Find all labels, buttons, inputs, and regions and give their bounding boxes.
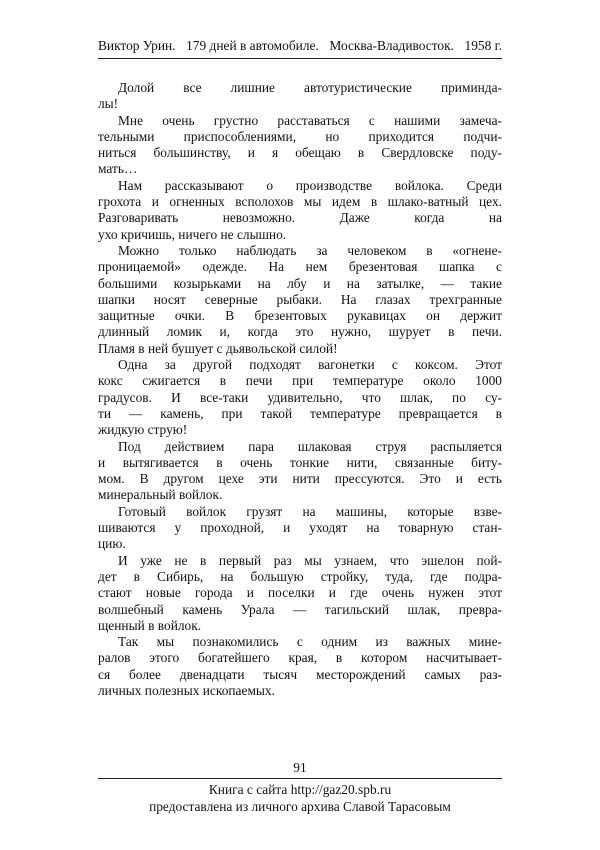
text-line: Готовый войлок грузят на машины, которые взве- (118, 503, 502, 519)
text-line: цию. (98, 536, 126, 552)
text-line: ралов этого богатейшего края, в котором насчитывает- (98, 650, 502, 666)
text-line: мать… (98, 161, 138, 177)
text-line: защитные очки. В брезентовых рукавицах он держит (98, 308, 502, 324)
text-line: тельными приспособлениями, но приходится подчи- (98, 128, 502, 144)
text-line: градусов. И все-таки удивительно, что шлак, по су- (98, 389, 502, 405)
text-line: щенный в войлок. (98, 617, 202, 633)
paragraph (98, 113, 502, 178)
text-line: шиваются у проходной, и уходят на товарную стан- (98, 520, 502, 536)
text-line: жидкую струю! (98, 422, 188, 438)
text-line: И уже не в первый раз мы узнаем, что эшелон пой- (118, 552, 502, 568)
paragraph (98, 178, 502, 243)
running-header (98, 38, 502, 54)
text-line: шапки носят северные рыбаки. На глазах трехгранные (98, 291, 502, 307)
header-route: Москва-Владивосток. (329, 38, 454, 53)
text-line: Мне очень грустно расставаться с нашими замеча- (118, 112, 502, 128)
paragraph (98, 553, 502, 634)
text-line: Можно только наблюдать за человеком в «огнене- (118, 242, 502, 258)
text-line: ти — камень, при такой температуре превращается в (98, 405, 502, 421)
text-line: дет в Сибирь, на большую стройку, туда, где подра- (98, 568, 502, 584)
paragraph (98, 243, 502, 357)
text-line: большими козырьками на лбу и на затылке, — такие (98, 275, 502, 291)
paragraph (98, 80, 502, 113)
text-line: минеральный войлок. (98, 487, 223, 503)
text-line: длинный ломик и, когда это нужно, шурует в печи. (98, 324, 502, 340)
text-line: кокс сжигается в печи при температуре около 1000 (98, 373, 502, 389)
body-text (98, 80, 502, 699)
footer-divider (98, 778, 502, 779)
paragraph (98, 439, 502, 504)
text-line: Одна за другой подходят вагонетки с коксом. Этот (118, 357, 502, 373)
paragraph (98, 504, 502, 553)
text-line: ниться большинству, и я обещаю в Свердловске поду- (98, 145, 502, 161)
text-line: Нам рассказывают о производстве войлока. Среди (118, 177, 502, 193)
header-divider (98, 58, 502, 59)
text-line: ся более двенадцати тысяч месторождений самых раз- (98, 666, 502, 682)
header-book-title: 179 дней в автомобиле. (186, 38, 319, 53)
text-line: стают новые города и поселки и где очень нужен этот (98, 585, 502, 601)
paragraph (98, 357, 502, 438)
text-line: Так мы познакомились с одним из важных мине- (118, 634, 502, 650)
text-line: волшебный камень Урала — тагильский шлак, превра- (98, 601, 502, 617)
text-line: Под действием пара шлаковая струя распыляется (118, 438, 502, 454)
text-line: грохота и огненных всполохов мы идем в шлако-ватный цех. (98, 194, 502, 210)
footer-credit-line: предоставлена из личного архива Славой Тарасовым (149, 799, 451, 814)
text-line: Пламя в ней бушует с дьявольской силой! (98, 340, 338, 356)
footer (0, 781, 600, 815)
text-line: лы! (98, 96, 119, 112)
text-line: Долой все лишние автотуристические приминда- (118, 80, 502, 95)
header-author: Виктор Урин. (98, 38, 176, 53)
text-line: ухо кричишь, ничего не слышно. (98, 226, 287, 242)
paragraph (98, 634, 502, 699)
text-line: Разговаривать невозможно. Даже когда на (98, 210, 502, 226)
page-number: 91 (293, 760, 307, 775)
text-line: и вытягивается в очень тонкие нити, связанные биту- (98, 454, 502, 470)
text-line: личных полезных ископаемых. (98, 682, 275, 698)
text-line: мом. В другом цехе эти нити прессуются. Это и есть (98, 471, 502, 487)
header-year: 1958 г. (464, 38, 502, 53)
footer-source-line: Книга с сайта http://gaz20.spb.ru (208, 782, 392, 797)
text-line: проницаемой» одежде. На нем брезентовая шапка с (98, 259, 502, 275)
